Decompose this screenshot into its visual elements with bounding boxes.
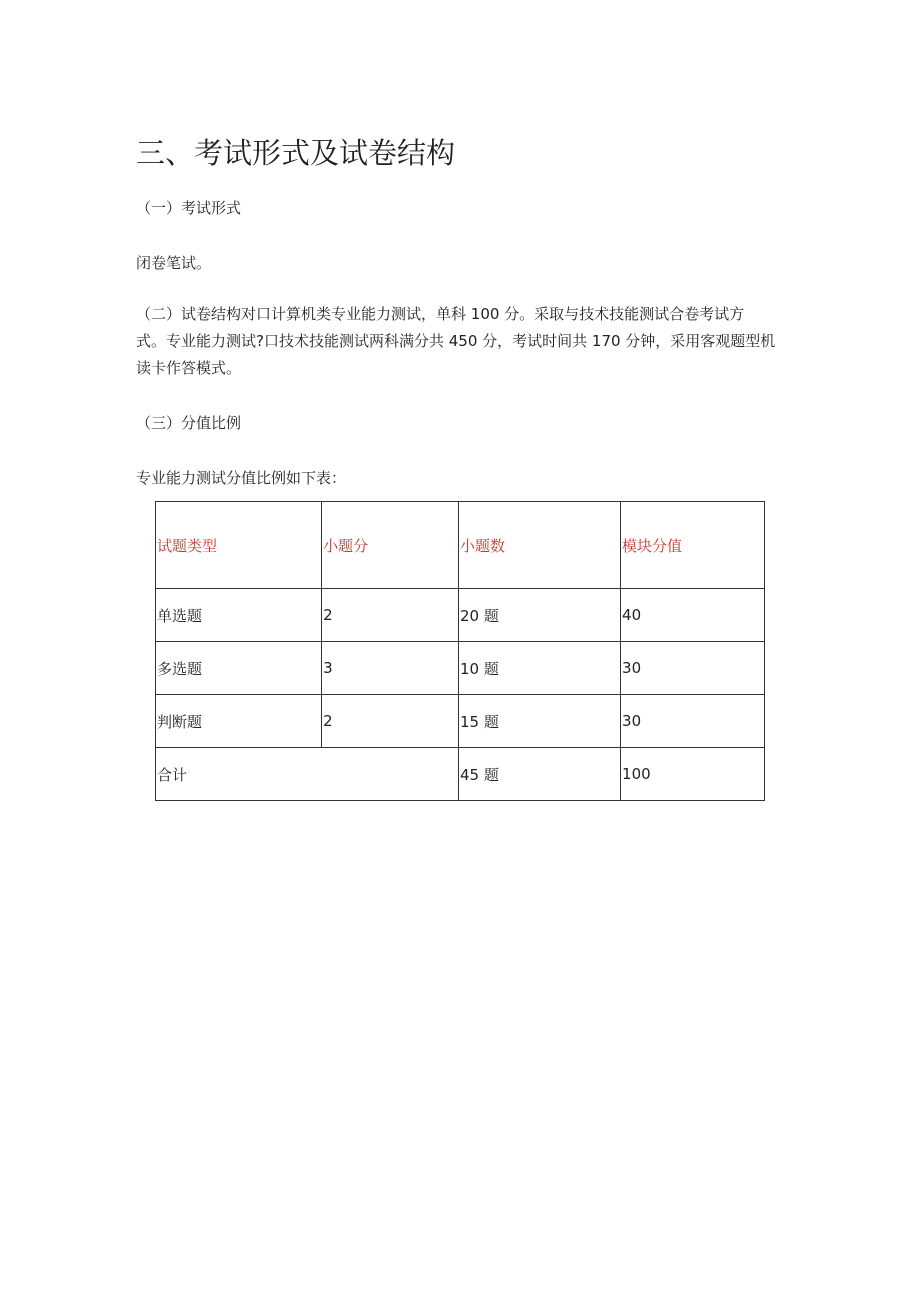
cell-item-points: 2 [322,589,459,642]
subheading-score-ratio: （三）分值比例 [136,414,242,432]
paragraph-line: （二）试卷结构对口计算机类专业能力测试，单科 100 分。采取与技术技能测试合卷考试方 [136,305,745,323]
paragraph-line: 式。专业能力测试?口技术技能测试两科满分共 450 分，考试时间共 170 分钟，采用客观题型机 [136,332,776,350]
paper-structure-paragraph [136,301,786,382]
cell-question-type: 单选题 [156,589,322,642]
header-question-type: 试题类型 [156,502,322,589]
cell-item-count: 15 题 [458,695,620,748]
cell-module-score: 30 [621,695,765,748]
table-row [156,589,765,642]
cell-item-points: 3 [322,642,459,695]
cell-total-count: 45 题 [458,748,620,801]
cell-item-count: 20 题 [458,589,620,642]
cell-question-type: 多选题 [156,642,322,695]
paragraph-line: 读卡作答模式。 [136,359,242,377]
table-intro: 专业能力测试分值比例如下表： [136,469,347,487]
subheading-exam-form: （一）考试形式 [136,199,242,217]
header-item-count: 小题数 [458,502,620,589]
score-table [155,501,765,801]
cell-item-points: 2 [322,695,459,748]
exam-form-text: 闭卷笔试。 [136,254,212,272]
cell-total-module: 100 [621,748,765,801]
table-total-row [156,748,765,801]
table-header-row [156,502,765,589]
cell-question-type: 判断题 [156,695,322,748]
header-item-points: 小题分 [322,502,459,589]
cell-module-score: 30 [621,642,765,695]
section-heading: 三、考试形式及试卷结构 [136,136,456,170]
table-row [156,642,765,695]
cell-total-label: 合计 [156,748,459,801]
header-module-score: 模块分值 [621,502,765,589]
cell-module-score: 40 [621,589,765,642]
cell-item-count: 10 题 [458,642,620,695]
table-row [156,695,765,748]
